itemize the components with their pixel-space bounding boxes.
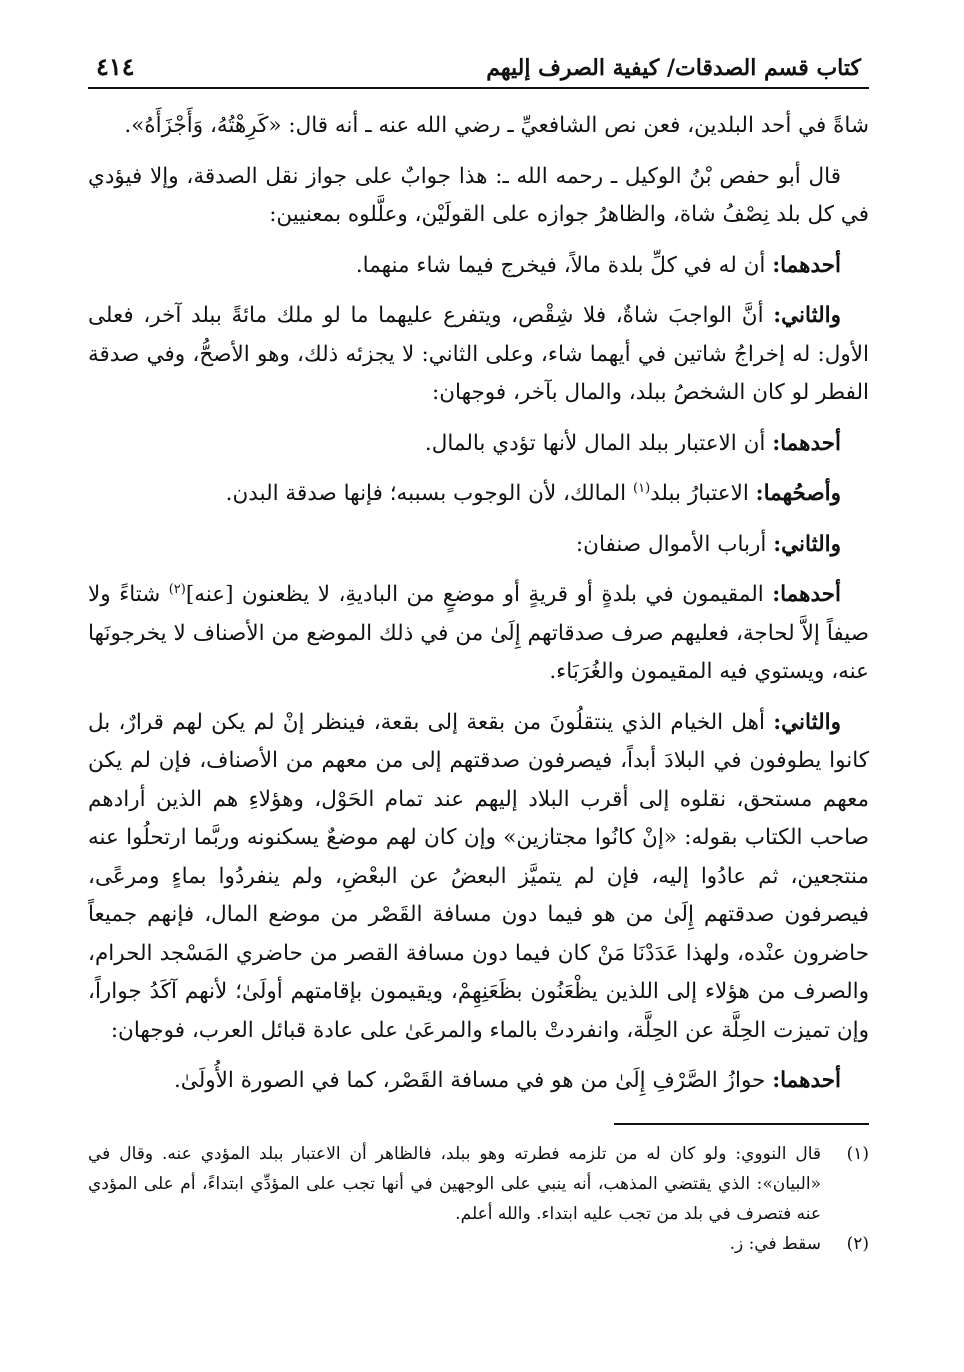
- paragraph-lead: والثاني:: [773, 303, 841, 328]
- paragraph-lead: أحدهما:: [772, 582, 841, 607]
- paragraph: والثاني: أهل الخيام الذي ينتقلُونَ من بقعة إلى بقعة، فينظر إنْ لم يكن لهم قرارٌ، بل كانوا يطوفون في البلادَ أبداً، فيصرفون صدقتهم إلى من معهم من الأصناف، فإن لم يكن معهم مستحق، نقلوه إلى أقرب البلاد إليهم عند تمام الحَوْل، وهؤلاءِ هم الذين أرادهم صاحب الكتاب بقوله: «إنْ كانُوا مجتازين» وإن كان لهم موضعٌ يسكنونه وربَّما ارتحلُوا عنه منتجعين، ثم عادُوا إليه، فإن لم يتميَّز البعضُ عن البعْضِ، ولم ينفردُوا بماءٍ ومرعًى، فيصرفون صدقتهم إِلَىٰ من هو فيما دون مسافة القَصْر من موضع المال، فإنهم جميعاً حاضرون عنْده، ولهذا عَدَدْنَا مَنْ كان فيما دون مسافة القصر من حاضري المَسْجد الحرام، والصرف من هؤلاء إلى اللذين يظْعَنُون بظَعَنِهِمْ، ويقيمون بإقامتهم أولَىٰ؛ لأنهم آكَدُ جواراً، وإن تميزت الحِلَّة عن الحِلَّة، وانفردتْ بالماء والمرعَىٰ على عادة قبائل العرب، فوجهان:: [88, 709, 869, 1043]
- paragraph: والثاني: أرباب الأموال صنفان:: [575, 531, 841, 557]
- paragraph-lead: وأصحُهما:: [755, 481, 841, 506]
- paragraph: شاةً في أحد البلدين، فعن نص الشافعيِّ ـ رضي الله عنه ـ أنه قال: «كَرِهْتُهُ، وَأَجْزَأَهُ».: [124, 113, 869, 138]
- paragraph: وأصحُهما: الاعتبارُ ببلد$^{(١)}$ المالك، لأن الوجوب بسببه؛ فإنها صدقة البدن.: [225, 480, 841, 506]
- footnote-text: قال النووي: ولو كان له من تلزمه فطرته وهو ببلد، فالظاهر أن الاعتبار ببلد المؤدي عنه. وقال في «البيان»: الذي يقتضي المذهب، أنه ينبي على الوجهين في أنها تجب على المؤدِّي ابتداءً، أم على المؤدي عنه فتصرف في بلد من تجب عليه ابتداء. والله أعلم.: [88, 1143, 822, 1224]
- paragraph-lead: أحدهما:: [772, 430, 841, 456]
- footnote-ref[interactable]: (٢): [168, 581, 186, 597]
- paragraph-lead: والثاني:: [773, 531, 841, 557]
- footnote-separator: [614, 1123, 869, 1125]
- footnote-number: (٢): [846, 1233, 869, 1254]
- main-text: [88, 107, 869, 1101]
- running-title: كتاب قسم الصدقات/ كيفية الصرف إليهم: [486, 55, 861, 81]
- paragraph-lead: أحدهما:: [772, 1068, 841, 1093]
- footnote-text: سقط في: ز.: [729, 1233, 821, 1254]
- footnote: [88, 1229, 869, 1259]
- footnote: [88, 1139, 869, 1229]
- paragraph: قال أبو حفص بْنُ الوكيل ـ رحمه الله ـ: هذا جوابٌ على جواز نقل الصدقة، وإلا فيؤدي في كل بلد نِصْفُ شاة، والظاهرُ جوازه على القولَيْن، وعلَّلوه بمعنيين:: [88, 163, 869, 227]
- paragraph: أحدهما: أن الاعتبار ببلد المال لأنها تؤدي بالمال.: [424, 430, 841, 456]
- footnotes: [88, 1139, 869, 1259]
- paragraph: أحدهما: أن له في كلِّ بلدة مالاً، فيخرج فيما شاء منهما.: [355, 252, 841, 278]
- paragraph: أحدهما: المقيمون في بلدةٍ أو قريةٍ أو موضعٍ من الباديةِ، لا يظعنون [عنه]$^{(٢)}$ شتاءً ولا صيفاً إلاَّ لحاجة، فعليهم صرف صدقاتهم إِلَىٰ من في ذلك الموضع من الأصناف لا يخرجونَها عنه، ويستوي فيه المقيمون والغُرَبَاء.: [88, 581, 869, 684]
- footnote-ref[interactable]: (١): [633, 480, 651, 496]
- paragraph-lead: أحدهما:: [772, 252, 841, 278]
- paragraph: أحدهما: حوازُ الصَّرْفِ إِلَىٰ من هو في مسافة القَصْر، كما في الصورة الأُولَىٰ.: [173, 1068, 841, 1093]
- paragraph: والثاني: أنَّ الواجبَ شاةٌ، فلا شِقْص، ويتفرع عليهما ما لو ملك مائةً ببلد آخر، فعلى الأول: له إخراجُ شاتين في أيهما شاء، وعلى الثاني: لا يجزئه ذلك، وهو الأصحُّ، وفي صدقة الفطر لو كان الشخصُ ببلد، والمال بآخر، فوجهان:: [88, 303, 869, 405]
- page-header: [88, 52, 869, 89]
- footnote-number: (١): [846, 1143, 869, 1164]
- page-number: ٤١٤: [96, 52, 135, 81]
- paragraph-lead: والثاني:: [773, 709, 841, 735]
